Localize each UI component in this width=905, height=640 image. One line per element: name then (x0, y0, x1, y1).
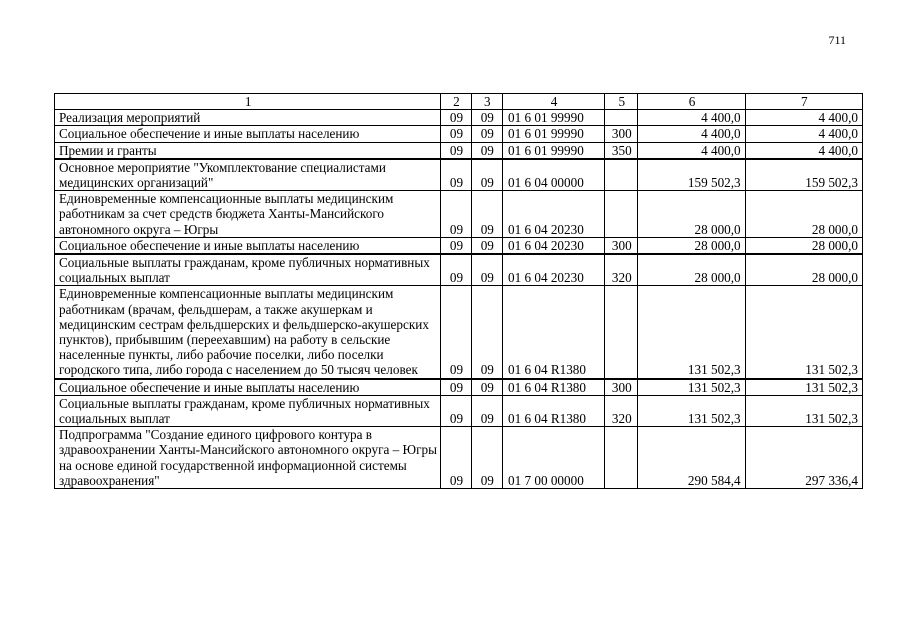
column-header-2: 2 (441, 94, 471, 110)
row-expense-type: 300 (605, 379, 638, 396)
row-target-code: 01 6 04 R1380 (502, 379, 604, 396)
row-name: Единовременные компенсационные выплаты медицинским работникам за счет средств бюджета Ханты-Мансийского автономного округа – Югры (55, 191, 441, 238)
row-target-code: 01 6 04 R1380 (502, 286, 604, 379)
table-row (55, 427, 863, 489)
row-amount-7: 28 000,0 (745, 237, 862, 254)
budget-table (54, 93, 863, 489)
row-section: 09 (441, 379, 471, 396)
row-subsection: 09 (471, 142, 502, 159)
row-subsection: 09 (471, 237, 502, 254)
row-target-code: 01 6 04 20230 (502, 254, 604, 286)
row-amount-7: 28 000,0 (745, 191, 862, 238)
row-target-code: 01 6 04 20230 (502, 191, 604, 238)
row-expense-type: 300 (605, 126, 638, 142)
row-expense-type: 320 (605, 395, 638, 426)
row-subsection: 09 (471, 159, 502, 191)
row-amount-6: 28 000,0 (638, 191, 745, 238)
row-name: Реализация мероприятий (55, 110, 441, 126)
column-header-7: 7 (745, 94, 862, 110)
row-amount-6: 4 400,0 (638, 126, 745, 142)
row-amount-7: 297 336,4 (745, 427, 862, 489)
row-section: 09 (441, 254, 471, 286)
row-section: 09 (441, 110, 471, 126)
table-row (55, 110, 863, 126)
row-expense-type: 300 (605, 237, 638, 254)
row-section: 09 (441, 191, 471, 238)
row-expense-type (605, 427, 638, 489)
row-name: Социальные выплаты гражданам, кроме публичных нормативных социальных выплат (55, 395, 441, 426)
row-name: Социальные выплаты гражданам, кроме публичных нормативных социальных выплат (55, 254, 441, 286)
row-amount-6: 28 000,0 (638, 237, 745, 254)
row-subsection: 09 (471, 286, 502, 379)
column-header-3: 3 (471, 94, 502, 110)
row-section: 09 (441, 237, 471, 254)
row-target-code: 01 6 01 99990 (502, 142, 604, 159)
row-target-code: 01 6 04 00000 (502, 159, 604, 191)
column-header-6: 6 (638, 94, 745, 110)
row-name: Социальное обеспечение и иные выплаты населению (55, 379, 441, 396)
table-row (55, 286, 863, 379)
row-amount-7: 4 400,0 (745, 110, 862, 126)
table-row (55, 142, 863, 159)
row-name: Премии и гранты (55, 142, 441, 159)
row-name: Подпрограмма "Создание единого цифрового контура в здравоохранении Ханты-Мансийского автономного округа – Югры на основе единой государственной информационной системы здравоохранения" (55, 427, 441, 489)
row-subsection: 09 (471, 254, 502, 286)
row-section: 09 (441, 427, 471, 489)
column-header-5: 5 (605, 94, 638, 110)
column-header-4: 4 (502, 94, 604, 110)
table-row (55, 395, 863, 426)
row-expense-type (605, 191, 638, 238)
row-expense-type (605, 286, 638, 379)
table-row (55, 254, 863, 286)
row-name: Социальное обеспечение и иные выплаты населению (55, 126, 441, 142)
row-section: 09 (441, 286, 471, 379)
table-row (55, 379, 863, 396)
row-amount-6: 290 584,4 (638, 427, 745, 489)
row-section: 09 (441, 126, 471, 142)
table-row (55, 237, 863, 254)
row-expense-type (605, 110, 638, 126)
row-amount-7: 131 502,3 (745, 379, 862, 396)
row-name: Социальное обеспечение и иные выплаты населению (55, 237, 441, 254)
page-number: 711 (828, 33, 846, 47)
row-section: 09 (441, 159, 471, 191)
row-subsection: 09 (471, 379, 502, 396)
row-subsection: 09 (471, 191, 502, 238)
row-section: 09 (441, 395, 471, 426)
row-amount-6: 28 000,0 (638, 254, 745, 286)
row-amount-7: 4 400,0 (745, 126, 862, 142)
row-expense-type (605, 159, 638, 191)
row-target-code: 01 6 04 20230 (502, 237, 604, 254)
table-row (55, 191, 863, 238)
row-amount-6: 131 502,3 (638, 286, 745, 379)
column-header-1: 1 (55, 94, 441, 110)
row-amount-6: 159 502,3 (638, 159, 745, 191)
row-amount-6: 4 400,0 (638, 142, 745, 159)
row-amount-7: 131 502,3 (745, 286, 862, 379)
row-subsection: 09 (471, 110, 502, 126)
table-header-row (55, 94, 863, 110)
row-target-code: 01 6 04 R1380 (502, 395, 604, 426)
row-expense-type: 350 (605, 142, 638, 159)
row-name: Основное мероприятие "Укомплектование специалистами медицинских организаций" (55, 159, 441, 191)
row-amount-6: 131 502,3 (638, 395, 745, 426)
row-expense-type: 320 (605, 254, 638, 286)
row-amount-7: 4 400,0 (745, 142, 862, 159)
row-amount-6: 131 502,3 (638, 379, 745, 396)
row-name: Единовременные компенсационные выплаты медицинским работникам (врачам, фельдшерам, а также акушеркам и медицинским сестрам фельдшерских и фельдшерско-акушерских пунктов), прибывшим (переехавшим) на работу в сельские населенные пункты, либо рабочие поселки, либо поселки городского типа, либо города с населением до 50 тысяч человек (55, 286, 441, 379)
row-subsection: 09 (471, 395, 502, 426)
row-subsection: 09 (471, 427, 502, 489)
row-target-code: 01 6 01 99990 (502, 126, 604, 142)
row-amount-7: 159 502,3 (745, 159, 862, 191)
row-target-code: 01 6 01 99990 (502, 110, 604, 126)
table-row (55, 159, 863, 191)
row-amount-7: 131 502,3 (745, 395, 862, 426)
row-subsection: 09 (471, 126, 502, 142)
table-row (55, 126, 863, 142)
row-target-code: 01 7 00 00000 (502, 427, 604, 489)
row-amount-6: 4 400,0 (638, 110, 745, 126)
row-section: 09 (441, 142, 471, 159)
row-amount-7: 28 000,0 (745, 254, 862, 286)
